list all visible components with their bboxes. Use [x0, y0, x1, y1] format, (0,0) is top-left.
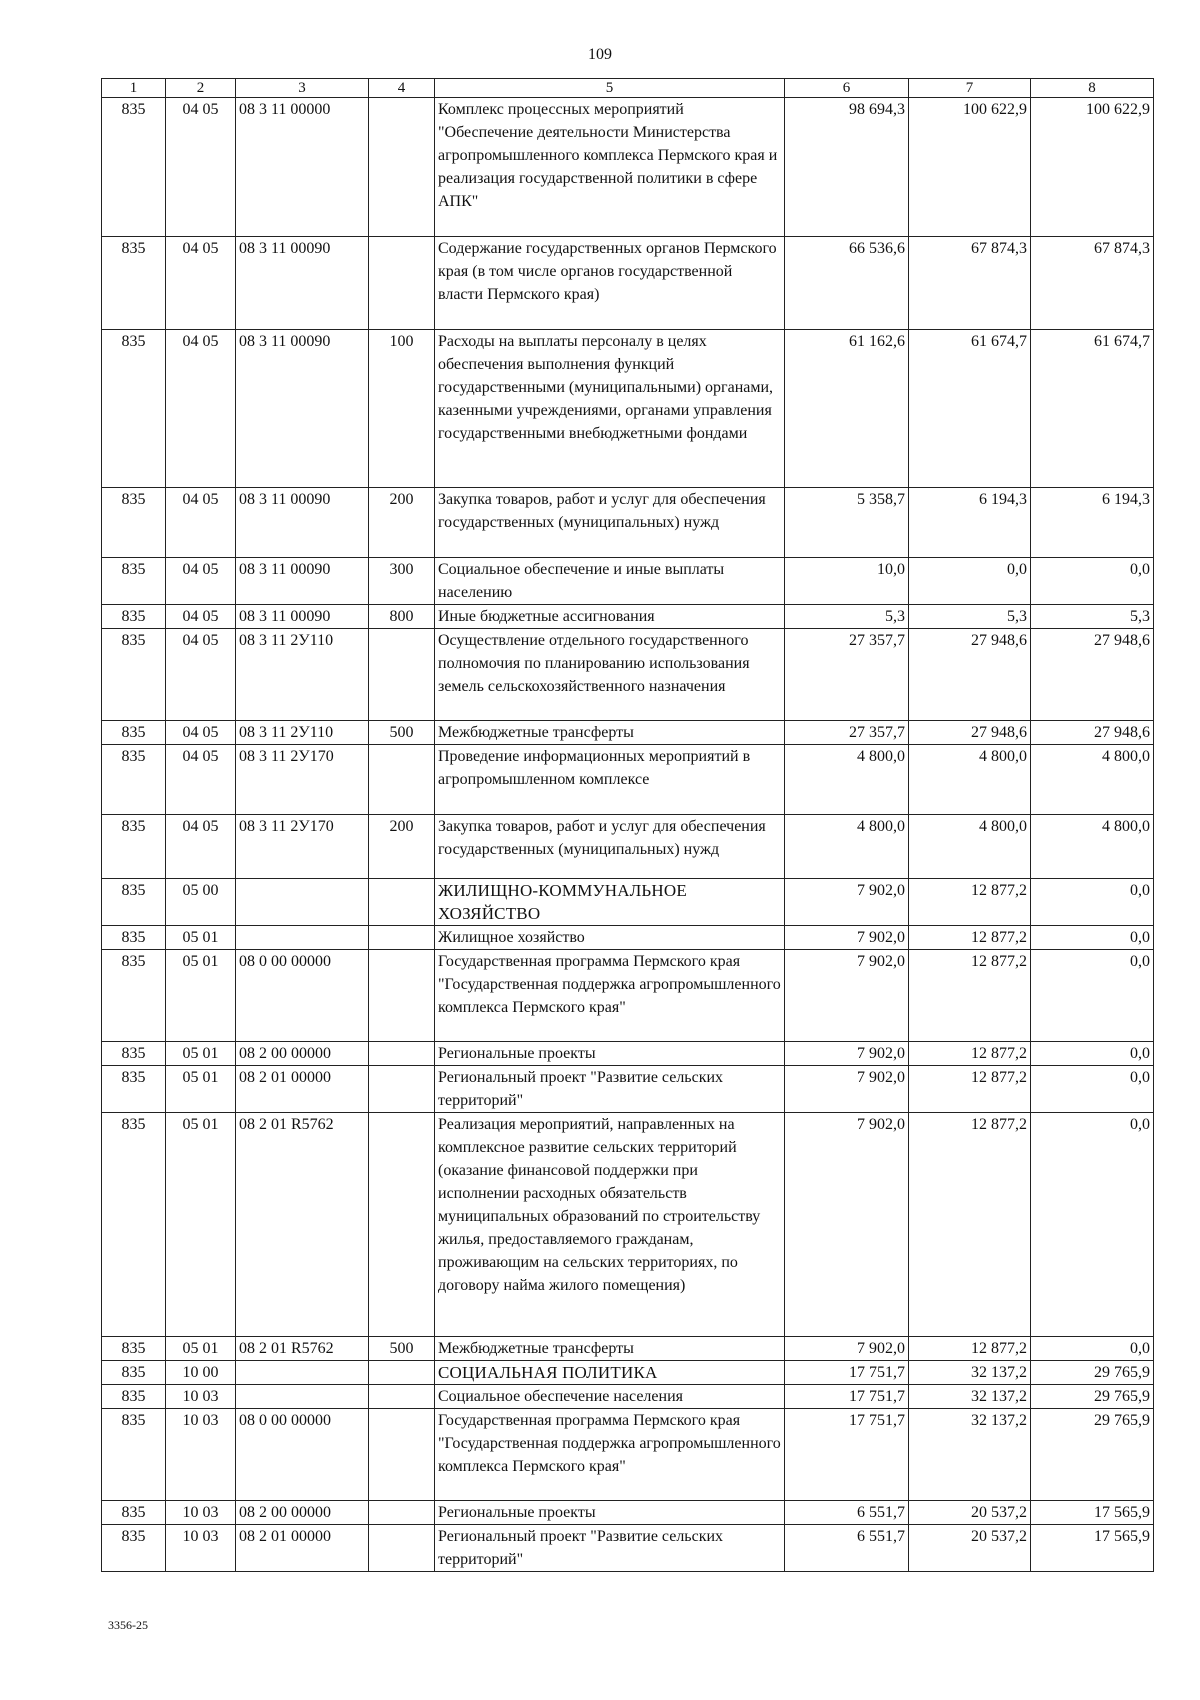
column-header: 2	[166, 79, 236, 98]
cell-expense-type	[369, 1361, 435, 1385]
cell-description: Государственная программа Пермского края "Государственная поддержка агропромышленного комплекса Пермского края"	[435, 950, 785, 1042]
cell-amount-year2: 12 877,2	[909, 1113, 1031, 1337]
table-row	[102, 98, 1154, 237]
cell-target-article: 08 0 00 00000	[236, 950, 369, 1042]
cell-amount-year1: 5 358,7	[785, 488, 909, 558]
cell-section-code: 04 05	[166, 98, 236, 237]
cell-amount-year1: 6 551,7	[785, 1501, 909, 1525]
cell-expense-type	[369, 1042, 435, 1066]
cell-section-code: 04 05	[166, 558, 236, 605]
cell-target-article: 08 3 11 00090	[236, 330, 369, 488]
cell-admin-code: 835	[102, 1501, 166, 1525]
cell-admin-code: 835	[102, 926, 166, 950]
cell-description: Закупка товаров, работ и услуг для обеспечения государственных (муниципальных) нужд	[435, 815, 785, 879]
cell-amount-year3: 100 622,9	[1031, 98, 1154, 237]
cell-amount-year1: 10,0	[785, 558, 909, 605]
cell-section-code: 05 01	[166, 950, 236, 1042]
cell-amount-year2: 20 537,2	[909, 1525, 1031, 1572]
cell-description: Закупка товаров, работ и услуг для обеспечения государственных (муниципальных) нужд	[435, 488, 785, 558]
table-row	[102, 558, 1154, 605]
cell-expense-type	[369, 1501, 435, 1525]
cell-description: Региональные проекты	[435, 1501, 785, 1525]
cell-admin-code: 835	[102, 98, 166, 237]
cell-amount-year1: 7 902,0	[785, 950, 909, 1042]
cell-expense-type: 100	[369, 330, 435, 488]
cell-amount-year1: 5,3	[785, 605, 909, 629]
cell-section-code: 04 05	[166, 815, 236, 879]
cell-amount-year2: 4 800,0	[909, 745, 1031, 815]
cell-section-code: 04 05	[166, 237, 236, 330]
cell-admin-code: 835	[102, 629, 166, 721]
cell-target-article: 08 0 00 00000	[236, 1409, 369, 1501]
cell-section-code: 05 01	[166, 1113, 236, 1337]
table-row	[102, 629, 1154, 721]
cell-expense-type	[369, 950, 435, 1042]
table-row	[102, 745, 1154, 815]
cell-admin-code: 835	[102, 237, 166, 330]
cell-amount-year1: 7 902,0	[785, 1113, 909, 1337]
budget-table	[101, 78, 1154, 1572]
cell-admin-code: 835	[102, 1337, 166, 1361]
page-number: 109	[588, 46, 612, 63]
cell-admin-code: 835	[102, 950, 166, 1042]
cell-amount-year2: 32 137,2	[909, 1385, 1031, 1409]
table-row	[102, 1525, 1154, 1572]
cell-section-code: 04 05	[166, 745, 236, 815]
cell-section-code: 04 05	[166, 629, 236, 721]
cell-expense-type	[369, 1409, 435, 1501]
cell-expense-type	[369, 1525, 435, 1572]
document-code: 3356-25	[108, 1618, 148, 1632]
cell-target-article	[236, 926, 369, 950]
cell-expense-type: 500	[369, 1337, 435, 1361]
cell-target-article: 08 3 11 2У110	[236, 721, 369, 745]
cell-amount-year1: 4 800,0	[785, 745, 909, 815]
cell-admin-code: 835	[102, 1113, 166, 1337]
cell-expense-type	[369, 98, 435, 237]
cell-amount-year2: 12 877,2	[909, 1066, 1031, 1113]
table-row	[102, 950, 1154, 1042]
cell-target-article: 08 2 01 00000	[236, 1525, 369, 1572]
table-row	[102, 1066, 1154, 1113]
cell-target-article: 08 2 01 00000	[236, 1066, 369, 1113]
cell-amount-year1: 7 902,0	[785, 1066, 909, 1113]
cell-target-article: 08 3 11 2У170	[236, 745, 369, 815]
cell-expense-type: 200	[369, 815, 435, 879]
cell-expense-type	[369, 1066, 435, 1113]
cell-target-article	[236, 1385, 369, 1409]
table-row	[102, 1409, 1154, 1501]
cell-target-article: 08 3 11 00090	[236, 237, 369, 330]
cell-description: Социальное обеспечение и иные выплаты населению	[435, 558, 785, 605]
cell-target-article: 08 3 11 00090	[236, 488, 369, 558]
cell-amount-year1: 7 902,0	[785, 1042, 909, 1066]
cell-section-code: 10 03	[166, 1501, 236, 1525]
cell-amount-year3: 61 674,7	[1031, 330, 1154, 488]
cell-amount-year2: 12 877,2	[909, 1337, 1031, 1361]
cell-amount-year3: 0,0	[1031, 1337, 1154, 1361]
cell-description: СОЦИАЛЬНАЯ ПОЛИТИКА	[435, 1361, 785, 1385]
cell-amount-year3: 0,0	[1031, 1042, 1154, 1066]
cell-amount-year1: 66 536,6	[785, 237, 909, 330]
cell-section-code: 05 01	[166, 1066, 236, 1113]
column-header: 3	[236, 79, 369, 98]
cell-admin-code: 835	[102, 1361, 166, 1385]
cell-amount-year2: 100 622,9	[909, 98, 1031, 237]
cell-admin-code: 835	[102, 1385, 166, 1409]
cell-section-code: 05 01	[166, 1337, 236, 1361]
cell-target-article	[236, 879, 369, 926]
table-row	[102, 1113, 1154, 1337]
cell-amount-year1: 7 902,0	[785, 1337, 909, 1361]
cell-section-code: 05 01	[166, 1042, 236, 1066]
cell-amount-year3: 29 765,9	[1031, 1385, 1154, 1409]
cell-section-code: 04 05	[166, 605, 236, 629]
column-header: 8	[1031, 79, 1154, 98]
cell-section-code: 04 05	[166, 330, 236, 488]
cell-expense-type: 500	[369, 721, 435, 745]
table-row	[102, 1337, 1154, 1361]
cell-amount-year3: 0,0	[1031, 926, 1154, 950]
column-header: 1	[102, 79, 166, 98]
cell-description: Реализация мероприятий, направленных на комплексное развитие сельских территорий (оказание финансовой поддержки при исполнении расходных обязательств муниципальных образований по строительству жилья, предоставляемого гражданам, проживающим на сельских территориях, по договору найма жилого помещения)	[435, 1113, 785, 1337]
table-row	[102, 926, 1154, 950]
cell-amount-year2: 12 877,2	[909, 1042, 1031, 1066]
cell-description: Расходы на выплаты персоналу в целях обеспечения выполнения функций государственными (муниципальными) органами, казенными учреждениями, органами управления государственными внебюджетными фондами	[435, 330, 785, 488]
cell-section-code: 05 00	[166, 879, 236, 926]
cell-amount-year2: 6 194,3	[909, 488, 1031, 558]
cell-description: ЖИЛИЩНО-КОММУНАЛЬНОЕ ХОЗЯЙСТВО	[435, 879, 785, 926]
cell-amount-year2: 0,0	[909, 558, 1031, 605]
cell-amount-year3: 0,0	[1031, 950, 1154, 1042]
cell-amount-year1: 27 357,7	[785, 629, 909, 721]
cell-target-article: 08 3 11 2У110	[236, 629, 369, 721]
cell-admin-code: 835	[102, 745, 166, 815]
column-header: 6	[785, 79, 909, 98]
cell-target-article: 08 3 11 00090	[236, 558, 369, 605]
table-row	[102, 1501, 1154, 1525]
cell-amount-year3: 0,0	[1031, 1066, 1154, 1113]
cell-amount-year2: 32 137,2	[909, 1361, 1031, 1385]
column-header: 5	[435, 79, 785, 98]
cell-amount-year3: 29 765,9	[1031, 1409, 1154, 1501]
cell-description: Региональный проект "Развитие сельских территорий"	[435, 1066, 785, 1113]
cell-admin-code: 835	[102, 1409, 166, 1501]
cell-amount-year1: 4 800,0	[785, 815, 909, 879]
cell-amount-year2: 12 877,2	[909, 879, 1031, 926]
cell-description: Региональный проект "Развитие сельских территорий"	[435, 1525, 785, 1572]
cell-amount-year3: 27 948,6	[1031, 629, 1154, 721]
cell-amount-year3: 17 565,9	[1031, 1501, 1154, 1525]
cell-admin-code: 835	[102, 1525, 166, 1572]
cell-description: Комплекс процессных мероприятий "Обеспечение деятельности Министерства агропромышленного комплекса Пермского края и реализация государственной политики в сфере АПК"	[435, 98, 785, 237]
cell-description: Межбюджетные трансферты	[435, 1337, 785, 1361]
table-row	[102, 1361, 1154, 1385]
cell-target-article	[236, 1361, 369, 1385]
cell-target-article: 08 2 01 R5762	[236, 1113, 369, 1337]
cell-description: Содержание государственных органов Пермского края (в том числе органов государственной власти Пермского края)	[435, 237, 785, 330]
cell-description: Межбюджетные трансферты	[435, 721, 785, 745]
cell-section-code: 10 00	[166, 1361, 236, 1385]
cell-amount-year3: 27 948,6	[1031, 721, 1154, 745]
cell-section-code: 10 03	[166, 1409, 236, 1501]
cell-expense-type	[369, 1385, 435, 1409]
cell-admin-code: 835	[102, 721, 166, 745]
cell-admin-code: 835	[102, 879, 166, 926]
cell-amount-year2: 67 874,3	[909, 237, 1031, 330]
cell-amount-year2: 5,3	[909, 605, 1031, 629]
cell-amount-year3: 4 800,0	[1031, 745, 1154, 815]
cell-section-code: 10 03	[166, 1385, 236, 1409]
cell-amount-year1: 17 751,7	[785, 1385, 909, 1409]
cell-amount-year3: 4 800,0	[1031, 815, 1154, 879]
cell-amount-year2: 12 877,2	[909, 950, 1031, 1042]
cell-amount-year3: 0,0	[1031, 558, 1154, 605]
table-row	[102, 330, 1154, 488]
cell-target-article: 08 3 11 2У170	[236, 815, 369, 879]
cell-expense-type	[369, 237, 435, 330]
cell-amount-year2: 12 877,2	[909, 926, 1031, 950]
cell-amount-year2: 27 948,6	[909, 721, 1031, 745]
table-row	[102, 488, 1154, 558]
cell-target-article: 08 3 11 00000	[236, 98, 369, 237]
cell-amount-year3: 0,0	[1031, 1113, 1154, 1337]
cell-description: Жилищное хозяйство	[435, 926, 785, 950]
column-header: 4	[369, 79, 435, 98]
column-header: 7	[909, 79, 1031, 98]
cell-description: Социальное обеспечение населения	[435, 1385, 785, 1409]
cell-amount-year2: 61 674,7	[909, 330, 1031, 488]
cell-section-code: 05 01	[166, 926, 236, 950]
cell-expense-type	[369, 879, 435, 926]
cell-amount-year1: 98 694,3	[785, 98, 909, 237]
cell-amount-year1: 61 162,6	[785, 330, 909, 488]
cell-expense-type	[369, 926, 435, 950]
cell-description: Региональные проекты	[435, 1042, 785, 1066]
table-body	[102, 98, 1154, 1572]
cell-admin-code: 835	[102, 330, 166, 488]
cell-amount-year3: 29 765,9	[1031, 1361, 1154, 1385]
cell-description: Иные бюджетные ассигнования	[435, 605, 785, 629]
cell-expense-type: 300	[369, 558, 435, 605]
cell-target-article: 08 2 00 00000	[236, 1042, 369, 1066]
table-row	[102, 879, 1154, 926]
cell-expense-type	[369, 745, 435, 815]
table-row	[102, 815, 1154, 879]
table-row	[102, 605, 1154, 629]
table-row	[102, 721, 1154, 745]
cell-expense-type	[369, 629, 435, 721]
cell-target-article: 08 2 00 00000	[236, 1501, 369, 1525]
cell-amount-year1: 7 902,0	[785, 926, 909, 950]
cell-description: Проведение информационных мероприятий в агропромышленном комплексе	[435, 745, 785, 815]
cell-amount-year2: 20 537,2	[909, 1501, 1031, 1525]
cell-amount-year3: 0,0	[1031, 879, 1154, 926]
cell-amount-year1: 17 751,7	[785, 1409, 909, 1501]
cell-admin-code: 835	[102, 815, 166, 879]
cell-expense-type: 800	[369, 605, 435, 629]
cell-section-code: 04 05	[166, 488, 236, 558]
cell-amount-year1: 17 751,7	[785, 1361, 909, 1385]
cell-amount-year3: 6 194,3	[1031, 488, 1154, 558]
cell-amount-year2: 27 948,6	[909, 629, 1031, 721]
cell-amount-year3: 67 874,3	[1031, 237, 1154, 330]
cell-amount-year1: 7 902,0	[785, 879, 909, 926]
cell-amount-year1: 6 551,7	[785, 1525, 909, 1572]
cell-section-code: 10 03	[166, 1525, 236, 1572]
cell-admin-code: 835	[102, 605, 166, 629]
cell-admin-code: 835	[102, 558, 166, 605]
cell-amount-year3: 5,3	[1031, 605, 1154, 629]
table-row	[102, 1385, 1154, 1409]
cell-target-article: 08 3 11 00090	[236, 605, 369, 629]
cell-expense-type	[369, 1113, 435, 1337]
table-row	[102, 1042, 1154, 1066]
cell-amount-year1: 27 357,7	[785, 721, 909, 745]
cell-description: Осуществление отдельного государственного полномочия по планированию использования земель сельскохозяйственного назначения	[435, 629, 785, 721]
cell-expense-type: 200	[369, 488, 435, 558]
cell-amount-year2: 4 800,0	[909, 815, 1031, 879]
cell-amount-year2: 32 137,2	[909, 1409, 1031, 1501]
table-row	[102, 237, 1154, 330]
cell-section-code: 04 05	[166, 721, 236, 745]
cell-target-article: 08 2 01 R5762	[236, 1337, 369, 1361]
cell-description: Государственная программа Пермского края "Государственная поддержка агропромышленного комплекса Пермского края"	[435, 1409, 785, 1501]
cell-amount-year3: 17 565,9	[1031, 1525, 1154, 1572]
column-number-row	[102, 79, 1154, 98]
cell-admin-code: 835	[102, 488, 166, 558]
cell-admin-code: 835	[102, 1042, 166, 1066]
cell-admin-code: 835	[102, 1066, 166, 1113]
